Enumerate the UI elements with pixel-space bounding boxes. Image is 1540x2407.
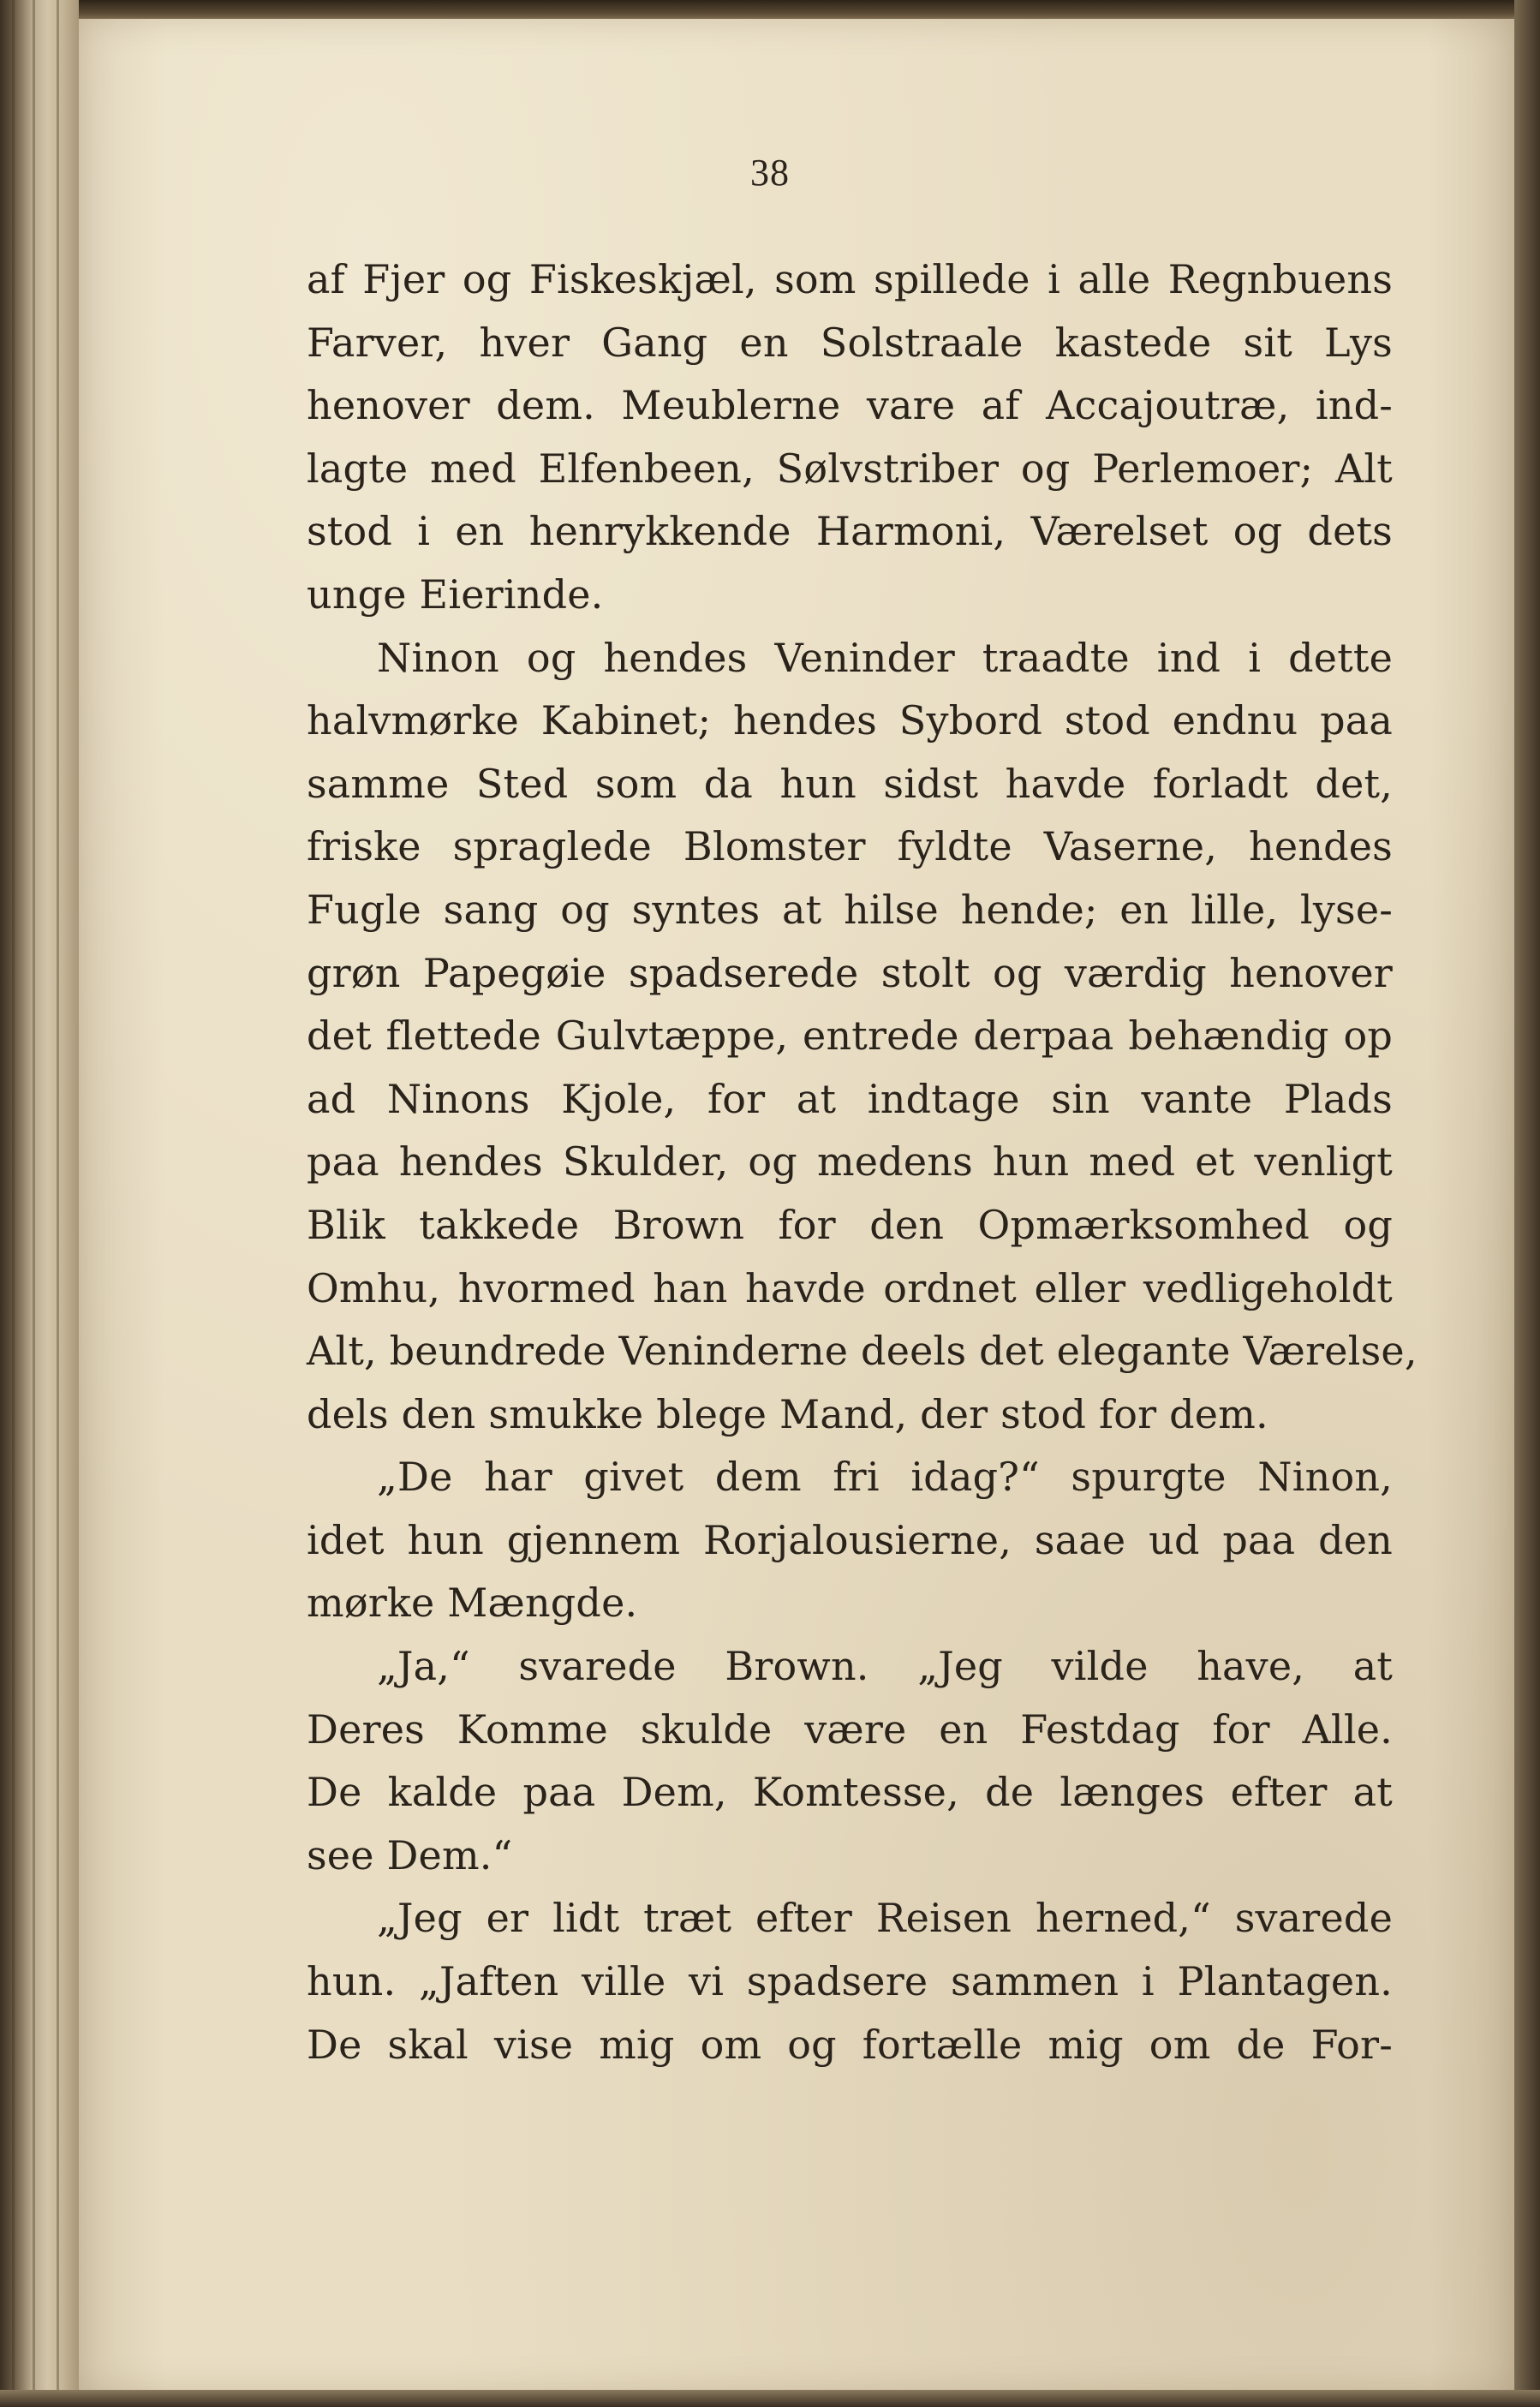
- book-right-edge: [1514, 0, 1540, 2407]
- text-line: Ninon og hendes Veninder traadte ind i dette: [377, 634, 1393, 681]
- book-bottom-edge: [0, 2390, 1540, 2407]
- text-line: lagte med Elfenbeen, Sølvstriber og Perlemoer; Alt: [307, 445, 1393, 492]
- text-line: samme Sted som da hun sidst havde forladt det,: [307, 760, 1393, 807]
- text-line: „Jeg er lidt træt efter Reisen herned,“ svarede: [377, 1895, 1393, 1942]
- body-text: [307, 248, 1418, 2076]
- text-line: paa hendes Skulder, og medens hun med et venligt: [307, 1138, 1393, 1186]
- text-line: unge Eierinde.: [307, 570, 604, 618]
- binding-stripe: [57, 0, 59, 2407]
- text-line: „Ja,“ svarede Brown. „Jeg vilde have, at: [377, 1643, 1393, 1690]
- text-line: henover dem. Meublerne vare af Accajoutræ, ind-: [307, 382, 1393, 429]
- text-line: Omhu, hvormed han havde ordnet eller vedligeholdt: [307, 1264, 1393, 1311]
- text-line: idet hun gjennem Rorjalousierne, saae ud paa den: [307, 1516, 1393, 1563]
- binding-stripe: [33, 0, 35, 2407]
- text-line: ad Ninons Kjole, for at indtage sin vante Plads: [307, 1075, 1393, 1122]
- text-line: Fugle sang og syntes at hilse hende; en lille, lyse-: [307, 886, 1393, 933]
- text-line: De kalde paa Dem, Komtesse, de længes efter at: [307, 1769, 1393, 1816]
- text-line: Deres Komme skulde være en Festdag for Alle.: [307, 1705, 1393, 1753]
- text-line: see Dem.“: [307, 1831, 513, 1878]
- text-line: halvmørke Kabinet; hendes Sybord stod endnu paa: [307, 697, 1393, 744]
- text-line: Blik takkede Brown for den Opmærksomhed og: [307, 1201, 1393, 1248]
- text-line: stod i en henrykkende Harmoni, Værelset og dets: [307, 508, 1393, 555]
- binding-stripe: [12, 0, 15, 2407]
- text-line: det flettede Gulvtæppe, entrede derpaa behændig op: [307, 1012, 1393, 1060]
- text-line: mørke Mængde.: [307, 1580, 638, 1627]
- page-number: 38: [750, 152, 790, 194]
- text-line: friske spraglede Blomster fyldte Vaserne, hendes: [307, 823, 1393, 870]
- text-line: af Fjer og Fiskeskjæl, som spillede i alle Regnbuens: [307, 256, 1393, 302]
- book-binding: [0, 0, 79, 2407]
- text-line: Alt, beundrede Veninderne deels det elegante Værelse,: [307, 1328, 1418, 1375]
- text-line: „De har givet dem fri idag?“ spurgte Ninon,: [377, 1454, 1393, 1501]
- text-line: dels den smukke blege Mand, der stod for dem.: [307, 1390, 1268, 1437]
- text-line: Farver, hver Gang en Solstraale kastede sit Lys: [307, 319, 1393, 366]
- text-line: grøn Papegøie spadserede stolt og værdig henover: [307, 949, 1393, 996]
- text-line: De skal vise mig om og fortælle mig om de For-: [307, 2021, 1393, 2068]
- text-line: hun. „Jaften ville vi spadsere sammen i Plantagen.: [307, 1958, 1393, 2005]
